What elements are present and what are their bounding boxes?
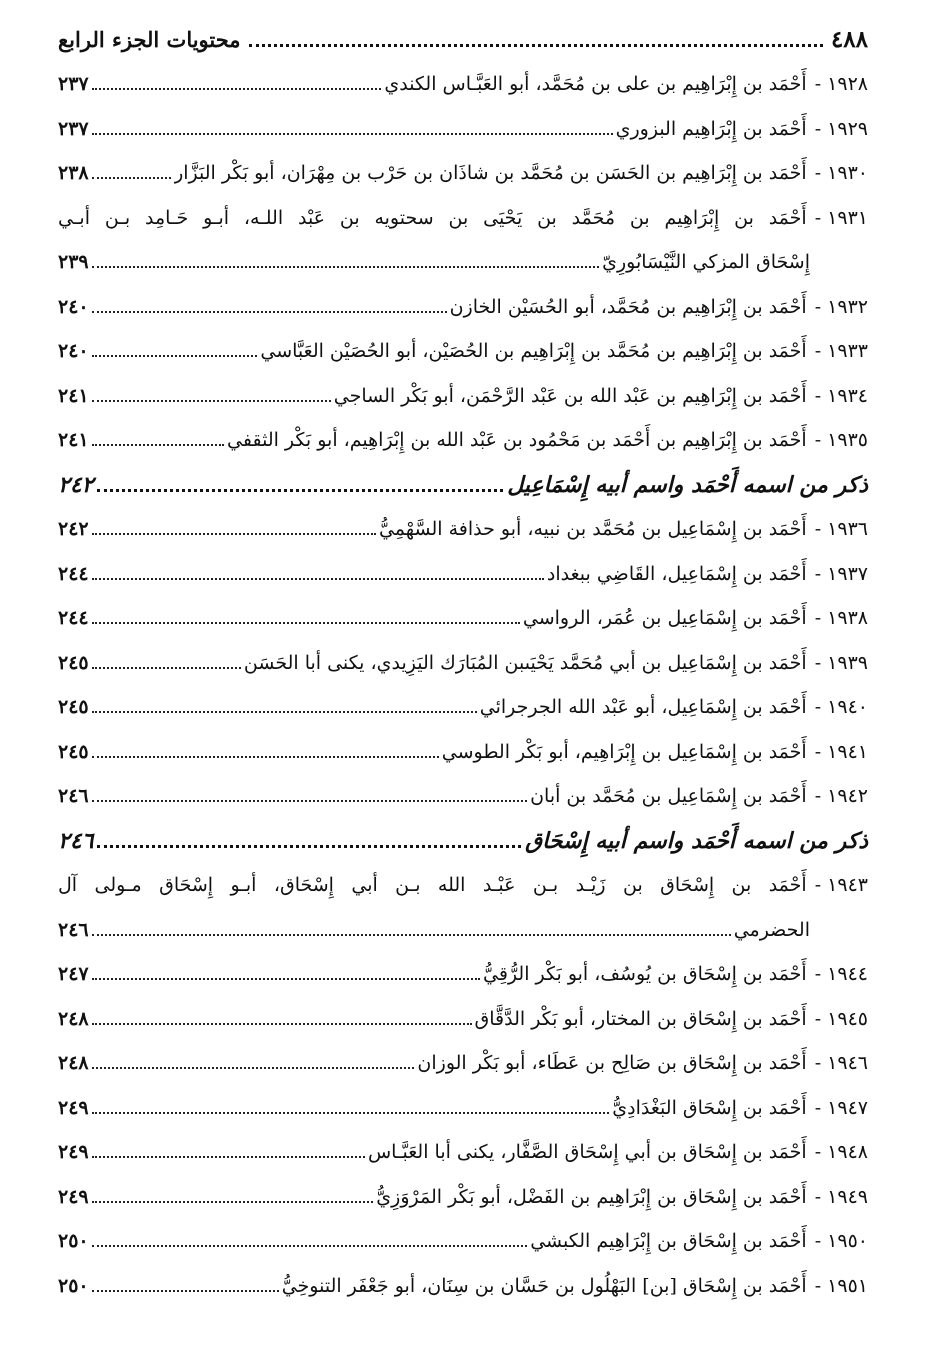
section-page-ref: ٢٤٢	[58, 471, 94, 498]
entry-title: أَحْمَد بن إِبْرَاهِيم البزوري	[615, 117, 807, 140]
entry-page-ref: ٢٥٠	[58, 1274, 89, 1297]
toc-entry	[58, 552, 868, 597]
entry-title: أَحْمَد بن إِسْمَاعِيل بن إِبْرَاهِيم، أبو بَكْر الطوسي	[441, 740, 807, 763]
dot-leader	[92, 622, 520, 624]
toc-entry	[58, 151, 868, 196]
section-title: ذكر من اسمه أَحْمَد واسم أبيه إِسْحَاق	[525, 827, 868, 854]
entry-title: أَحْمَد بن إِسْحَاق بن أبي إِسْحَاق الصَّفَّار، يكنى أبا العَبَّـاس	[367, 1141, 807, 1163]
entry-number: ١٩٣٨ -	[814, 607, 868, 629]
entry-title: أَحْمَد بن إِسْحَاق بن المختار، أبو بَكْر الدَّقَّاق	[474, 1007, 807, 1030]
entry-number: ١٩٣٧ -	[814, 562, 868, 585]
toc-entry-continuation	[58, 908, 868, 953]
toc-entry	[58, 1130, 868, 1175]
entry-page-ref: ٢٤٠	[58, 340, 89, 362]
entry-page-ref: ٢٣٧	[58, 117, 89, 140]
entry-number: ١٩٥١ -	[814, 1274, 868, 1297]
dot-leader	[92, 311, 447, 313]
entry-title: إِسْحَاق المزكي النَّيْسَابُورِيّ	[602, 251, 810, 273]
entry-number: ١٩٤١ -	[814, 740, 868, 763]
entry-title: أَحْمَد بن إِبْرَاهِيم بن مُحَمَّد، أبو الحُسَيْن الخازن	[449, 295, 807, 318]
toc-entry	[58, 1086, 868, 1131]
dot-leader	[92, 355, 258, 357]
entry-title: أَحْمَد بن إِسْمَاعِيل بن أبي مُحَمَّد يَحْيَىبن المُبَارَك اليَزِيدي، يكنى أبا الحَسَن	[243, 651, 807, 674]
toc-entry	[58, 1175, 868, 1220]
entry-title: أَحْمَد بن إِسْحَاق البَغْدَادِيُّ	[612, 1096, 807, 1119]
entry-page-ref: ٢٤٥	[58, 740, 89, 763]
header-dot-leader	[249, 44, 823, 47]
entry-number: ١٩٤٢ -	[814, 785, 868, 807]
toc-entry	[58, 285, 868, 330]
dot-leader	[92, 400, 331, 402]
dot-leader	[92, 533, 376, 535]
toc-entry	[58, 507, 868, 552]
entry-page-ref: ٢٤١	[58, 384, 89, 407]
entry-title: أَحْمَد بن إِسْحَاق بن يُوسُف، أبو بَكْر الرُّقِيُّ	[483, 963, 807, 985]
entry-page-ref: ٢٤١	[58, 429, 89, 451]
dot-leader	[92, 1290, 279, 1292]
dot-leader	[92, 1067, 415, 1069]
entry-page-ref: ٢٤٨	[58, 1007, 89, 1030]
entry-page-ref: ٢٥٠	[58, 1230, 89, 1252]
entry-page-ref: ٢٤٤	[58, 607, 89, 629]
toc-entry	[58, 1041, 868, 1086]
entry-title: أَحْمَد بن إِسْحَاق بن إِبْرَاهِيم بن الفَضْل، أبو بَكْر المَرْوَزِيُّ	[376, 1185, 807, 1208]
section-heading	[58, 463, 868, 508]
entry-page-ref: ٢٤٦	[58, 918, 89, 941]
dot-leader	[97, 845, 521, 848]
toc-entry	[58, 418, 868, 463]
toc-entry	[58, 596, 868, 641]
entry-page-ref: ٢٤٩	[58, 1096, 89, 1119]
toc-entry	[58, 374, 868, 419]
dot-leader	[92, 578, 544, 580]
entry-number: ١٩٤٦ -	[814, 1052, 868, 1074]
entry-title: أَحْمَد بن إِبْرَاهِيم بن الحَسَن بن مُحَمَّد بن شاذَان بن حَرْب بن مِهْرَان، أبو بَكْر البَزَّار	[174, 162, 807, 184]
toc-entry	[58, 863, 868, 908]
entry-page-ref: ٢٤٠	[58, 295, 89, 318]
entry-title: أَحْمَد بن إِسْحَاق [بن] البَهْلُول بن حَسَّان بن سِنَان، أبو جَعْفَر التنوخِيُّ	[281, 1274, 807, 1297]
entry-title: أَحْمَد بن إِبْرَاهِيم بن أَحْمَد بن مَحْمُود بن عَبْد الله بن إِبْرَاهِيم، أبو بَكْر الثقفي	[227, 429, 807, 451]
toc-entry	[58, 196, 868, 241]
section-page-ref: ٢٤٦	[58, 827, 94, 854]
entry-number: ١٩٢٨ -	[814, 73, 868, 95]
entry-number: ١٩٣٢ -	[814, 295, 868, 318]
entry-number: ١٩٣٩ -	[814, 651, 868, 674]
entry-page-ref: ٢٤٤	[58, 562, 89, 585]
dot-leader	[92, 978, 480, 980]
dot-leader	[92, 800, 527, 802]
entry-number: ١٩٣٦ -	[814, 518, 868, 540]
entry-page-ref: ٢٣٧	[58, 73, 89, 95]
contents-page	[58, 26, 868, 1308]
dot-leader	[92, 667, 241, 669]
entry-page-ref: ٢٤٢	[58, 518, 89, 540]
dot-leader	[92, 133, 613, 135]
running-title: محتويات الجزء الرابع	[58, 27, 241, 52]
entry-title: أَحْمَد بن إِسْحَاق بن إِبْرَاهِيم الكبشي	[530, 1230, 807, 1252]
dot-leader	[92, 1245, 528, 1247]
toc-entry	[58, 685, 868, 730]
dot-leader	[92, 266, 599, 268]
entry-page-ref: ٢٤٥	[58, 696, 89, 718]
section-heading	[58, 819, 868, 864]
toc-entry	[58, 641, 868, 686]
dot-leader	[92, 177, 171, 179]
entry-page-ref: ٢٤٧	[58, 963, 89, 985]
dot-leader	[92, 711, 477, 713]
toc-entry	[58, 997, 868, 1042]
section-title: ذكر من اسمه أَحْمَد واسم أبيه إِسْمَاعِيل	[507, 471, 868, 498]
entry-title: أَحْمَد بن إِسْمَاعِيل بن مُحَمَّد بن نبيه، أبو حذافة السَّهْمِيُّ	[378, 518, 807, 540]
entry-number: ١٩٣٤ -	[814, 384, 868, 407]
entry-number: ١٩٤٨ -	[814, 1141, 868, 1163]
entry-page-ref: ٢٤٥	[58, 651, 89, 674]
toc-entry	[58, 62, 868, 107]
entry-page-ref: ٢٣٨	[58, 162, 89, 184]
entry-page-ref: ٢٤٩	[58, 1141, 89, 1163]
entry-title: أَحْمَد بن إِسْمَاعِيل بن مُحَمَّد بن أبان	[530, 785, 807, 807]
dot-leader	[92, 1112, 610, 1114]
toc-entry	[58, 329, 868, 374]
toc-entry	[58, 952, 868, 997]
dot-leader	[92, 1201, 374, 1203]
page-number: ٤٨٨	[830, 26, 868, 53]
entry-page-ref: ٢٤٦	[58, 785, 89, 807]
entry-number: ١٩٣٠ -	[814, 162, 868, 184]
toc-entry	[58, 730, 868, 775]
dot-leader	[92, 1156, 365, 1158]
entry-number: ١٩٤٤ -	[814, 963, 868, 985]
entry-number: ١٩٣١ -	[814, 206, 868, 229]
toc-entry	[58, 774, 868, 819]
entry-page-ref: ٢٣٩	[58, 251, 89, 273]
entry-title: أَحْمَد بن إِبْرَاهِيم بن عَبْد الله بن عَبْد الرَّحْمَن، أبو بَكْر الساجي	[333, 384, 807, 407]
dot-leader	[92, 1023, 472, 1025]
entry-number: ١٩٤٧ -	[814, 1096, 868, 1119]
dot-leader	[97, 489, 503, 492]
entry-number: ١٩٤٥ -	[814, 1007, 868, 1030]
entry-number: ١٩٤٩ -	[814, 1185, 868, 1208]
entry-number: ١٩٤٠ -	[814, 696, 868, 718]
entry-title: الحضرمي	[733, 918, 810, 941]
entry-page-ref: ٢٤٨	[58, 1052, 89, 1074]
toc-entry-continuation	[58, 240, 868, 285]
entry-title: أَحْمَد بن إِسْحَاق بن صَالِح بن عَطَاء، أبو بَكْر الوزان	[417, 1052, 807, 1074]
dot-leader	[92, 444, 224, 446]
dot-leader	[92, 934, 731, 936]
entry-number: ١٩٤٣ -	[814, 874, 868, 896]
toc-entry	[58, 107, 868, 152]
dot-leader	[92, 756, 439, 758]
entry-title: أَحْمَد بن إِسْحَاق بن زَيْـد بـن عَبْـد الله بـن أبي إِسْحَاق، أبـو إِسْحَاق مـولى آل	[58, 874, 807, 896]
toc-entry	[58, 1264, 868, 1309]
toc-entry	[58, 1219, 868, 1264]
page-header	[58, 26, 868, 62]
entry-title: أَحْمَد بن إِسْمَاعِيل بن عُمَر، الرواسي	[522, 607, 807, 629]
entry-title: أَحْمَد بن إِبْرَاهِيم بن مُحَمَّد بن إِبْرَاهِيم بن الحُصَيْن، أبو الحُصَيْن العَبَّاسي	[260, 340, 807, 362]
entry-title: أَحْمَد بن إِبْرَاهِيم بن مُحَمَّد بن يَحْيَى بن سحتويه بن عَبْد اللـه، أبـو حَـامِد بـن أبـي	[58, 206, 807, 229]
entry-number: ١٩٣٣ -	[814, 340, 868, 362]
entry-number: ١٩٢٩ -	[814, 117, 868, 140]
entry-title: أَحْمَد بن إِسْمَاعِيل، القَاضِي ببغداد	[546, 562, 807, 585]
entry-number: ١٩٣٥ -	[814, 429, 868, 451]
entry-number: ١٩٥٠ -	[814, 1230, 868, 1252]
entry-page-ref: ٢٤٩	[58, 1185, 89, 1208]
entry-title: أَحْمَد بن إِبْرَاهِيم بن على بن مُحَمَّد، أبو العَبَّـاس الكندي	[384, 73, 807, 95]
dot-leader	[92, 88, 382, 90]
table-of-contents	[58, 62, 868, 1308]
entry-title: أَحْمَد بن إِسْمَاعِيل، أبو عَبْد الله الجرجرائي	[479, 696, 807, 718]
